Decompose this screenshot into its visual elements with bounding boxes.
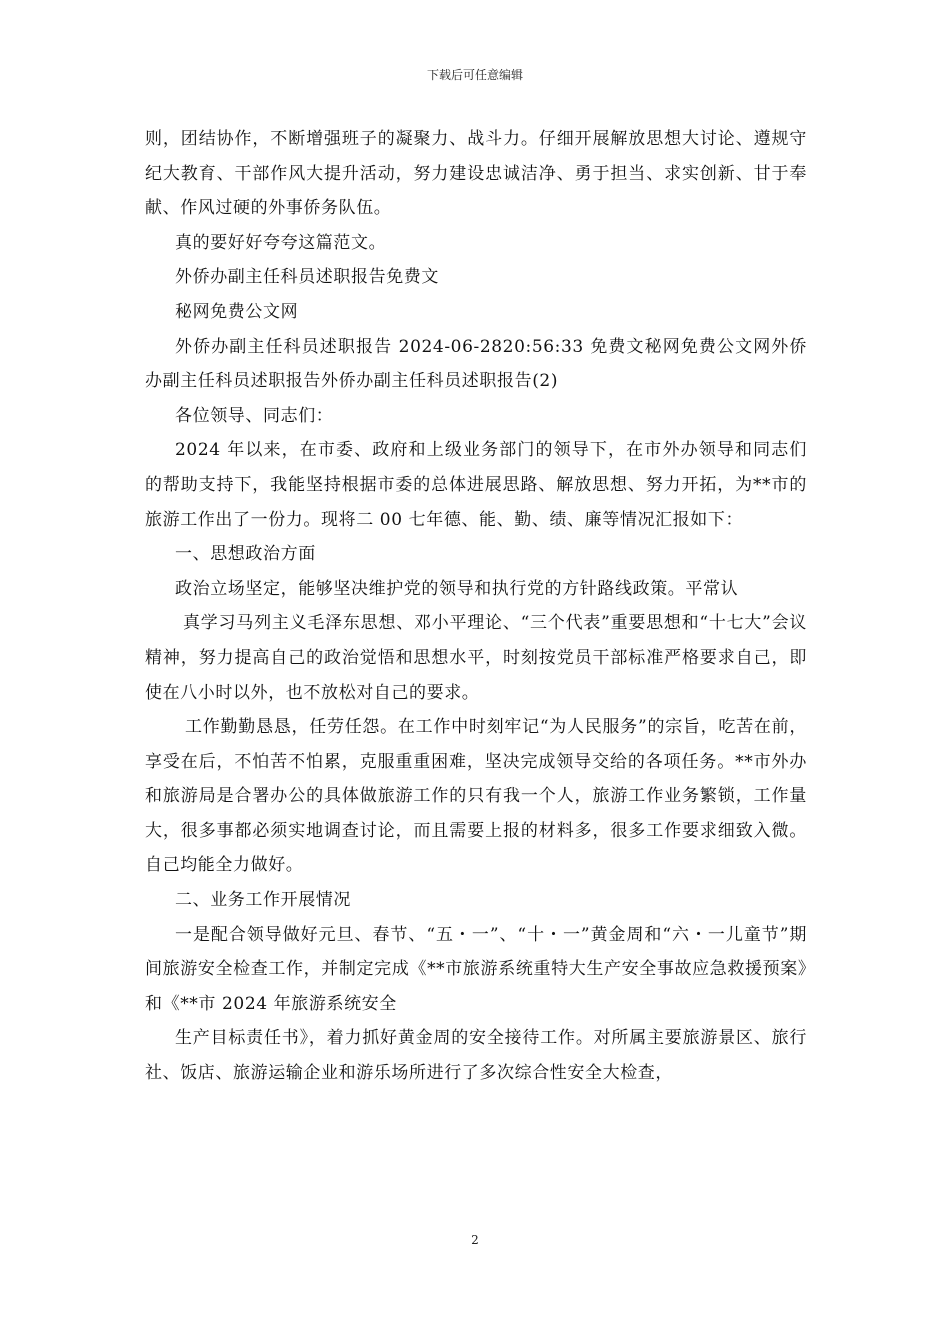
paragraph-meta: 外侨办副主任科员述职报告 2024-06-2820:56:33 免费文秘网免费公文网外侨办副主任科员述职报告外侨办副主任科员述职报告(2) <box>145 336 807 392</box>
paragraph-work-2: 生产目标责任书》，着力抓好黄金周的安全接待工作。对所属主要旅游景区、旅行社、饭店、旅游运输企业和游乐场所进行了多次综合性安全大检查， <box>145 1028 807 1084</box>
document-body <box>145 122 807 1091</box>
paragraph-politics-1: 政治立场坚定，能够坚决维护党的领导和执行党的方针路线政策。平常认 <box>175 578 739 599</box>
page-number: 2 <box>471 1233 479 1247</box>
paragraph-politics-2: 真学习马列主义毛泽东思想、邓小平理论、“三个代表”重要思想和“十七大”会议精神，努力提高自己的政治觉悟和思想水平，时刻按党员干部标准严格要求自己，即使在八小时以外，也不放松对自己的要求。 <box>145 613 807 703</box>
section-heading-politics: 一、思想政治方面 <box>175 544 316 565</box>
section-heading-work: 二、业务工作开展情况 <box>175 890 351 911</box>
paragraph-salutation: 各位领导、同志们： <box>175 405 334 426</box>
paragraph-work-1: 一是配合领导做好元旦、春节、“五・一”、“十・一”黄金周和“六・一儿童节”期间旅游安全检查工作，并制定完成《**市旅游系统重特大生产安全事故应急救援预案》和《**市 2024 年旅游系统安全 <box>145 924 807 1014</box>
paragraph-diligence: 工作勤勤恳恳，任劳任怨。在工作中时刻牢记“为人民服务”的宗旨，吃苦在前，享受在后，不怕苦不怕累，克服重重困难，坚决完成领导交给的各项任务。**市外办和旅游局是合署办公的具体做旅游工作的只有我一个人，旅游工作业务繁锁，工作量大，很多事都必须实地调查讨论，而且需要上报的材料多，很多工作要求细致入微。自己均能全力做好。 <box>145 717 807 876</box>
paragraph-intro: 2024 年以来，在市委、政府和上级业务部门的领导下，在市外办领导和同志们的帮助支持下，我能坚持根据市委的总体进展思路、解放思想、努力开拓，为**市的旅游工作出了一份力。现将二 00 七年德、能、勤、绩、廉等情况汇报如下： <box>145 440 807 530</box>
page-header: 下载后可任意编辑 <box>426 68 523 82</box>
paragraph-comment: 真的要好好夸夸这篇范文。 <box>175 232 387 253</box>
paragraph-continuation: 则，团结协作，不断增强班子的凝聚力、战斗力。仔细开展解放思想大讨论、遵规守纪大教育、干部作风大提升活动，努力建设忠诚洁净、勇于担当、求实创新、甘于奉献、作风过硬的外事侨务队伍。 <box>145 129 807 219</box>
paragraph-source: 秘网免费公文网 <box>175 301 299 322</box>
paragraph-title: 外侨办副主任科员述职报告免费文 <box>175 267 439 288</box>
